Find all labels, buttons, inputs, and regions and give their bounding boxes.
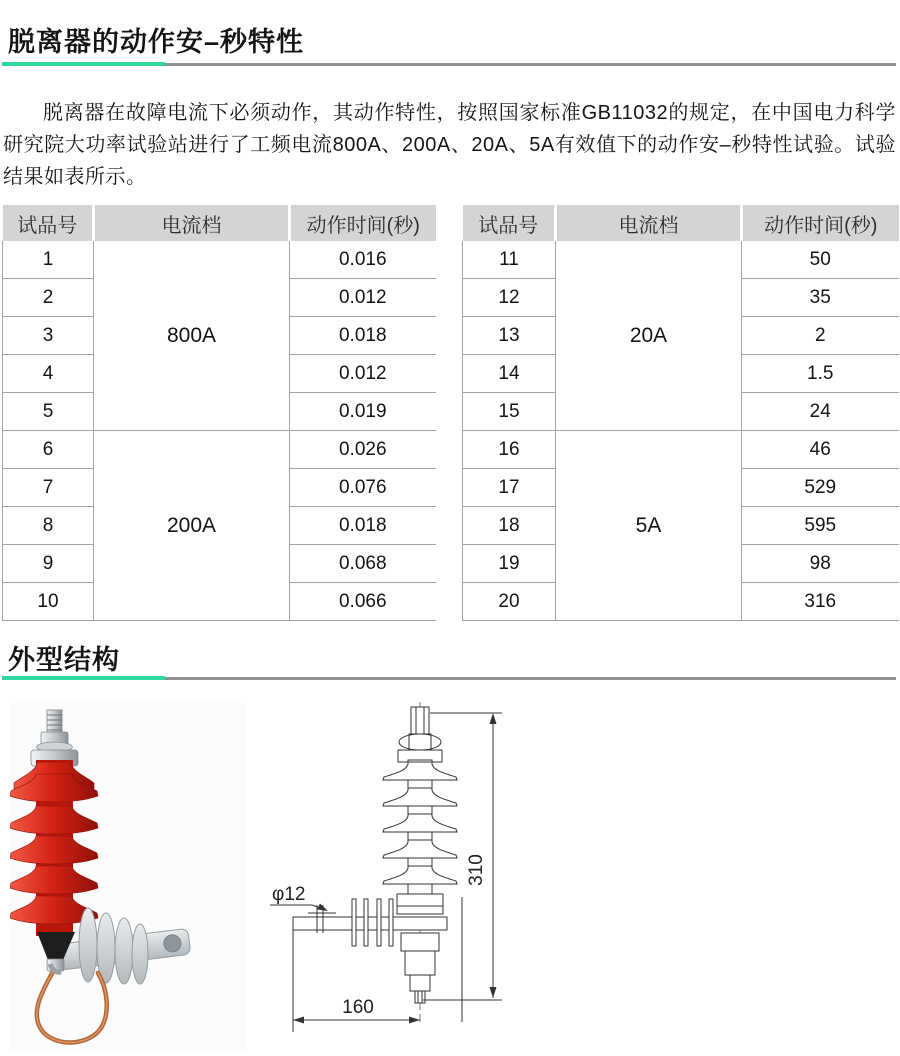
table-row: [463, 241, 899, 279]
action-time-cell: 46: [742, 431, 899, 469]
sample-number-cell: 12: [463, 279, 556, 317]
action-time-cell: 2: [742, 317, 899, 355]
sample-number-cell: 5: [3, 393, 94, 431]
section-rule: [2, 62, 896, 66]
test-results-table-left: [2, 205, 436, 621]
rule-green-segment: [2, 62, 165, 66]
sample-number-cell: 19: [463, 545, 556, 583]
sample-number-cell: 9: [3, 545, 94, 583]
intro-paragraph: 脱离器在故障电流下必须动作，其动作特性，按照国家标准GB11032的规定，在中国电力科学研究院大功率试验站进行了工频电流800A、200A、20A、5A有效值下的动作安–秒特性试验。试验结果如表所示。: [3, 102, 896, 188]
sample-number-cell: 7: [3, 469, 94, 507]
current-level-cell: 20A: [556, 241, 742, 431]
hole-dimension-label: φ12: [272, 884, 306, 905]
action-time-cell: 0.026: [290, 431, 436, 469]
section-rule: [2, 676, 896, 680]
height-dimension-label: 310: [466, 854, 487, 886]
test-results-table-right: [462, 205, 899, 621]
action-time-cell: 0.018: [290, 507, 436, 545]
rule-gray-segment: [165, 63, 896, 66]
width-dimension-label: 160: [342, 997, 374, 1018]
section-title-structure: 外型结构: [8, 645, 120, 675]
action-time-cell: 0.068: [290, 545, 436, 583]
sample-number-cell: 1: [3, 241, 94, 279]
action-time-cell: 98: [742, 545, 899, 583]
sample-number-cell: 20: [463, 583, 556, 621]
table-row: [463, 431, 899, 469]
action-time-cell: 316: [742, 583, 899, 621]
sample-number-cell: 17: [463, 469, 556, 507]
table-header: [3, 205, 436, 241]
dimension-hole: [270, 884, 328, 911]
dimension-drawing: [270, 700, 520, 1040]
sample-number-cell: 2: [3, 279, 94, 317]
sample-number-cell: 10: [3, 583, 94, 621]
sample-number-cell: 3: [3, 317, 94, 355]
column-header: 试品号: [3, 205, 94, 241]
sample-number-cell: 18: [463, 507, 556, 545]
action-time-cell: 24: [742, 393, 899, 431]
action-time-cell: 595: [742, 507, 899, 545]
current-level-cell: 800A: [94, 241, 290, 431]
action-time-cell: 0.016: [338, 248, 387, 270]
rule-gray-segment: [165, 677, 896, 680]
action-time-cell: 50: [809, 248, 831, 270]
column-header: 电流档: [94, 205, 290, 241]
action-time-cell: 0.012: [290, 279, 436, 317]
sample-number-cell: 15: [463, 393, 556, 431]
rule-green-segment: [2, 676, 165, 680]
drawn-arrester-body: [383, 707, 457, 914]
action-time-cell: 0.018: [290, 317, 436, 355]
current-level-cell: 5A: [556, 431, 742, 621]
action-time-cell: 0.066: [290, 583, 436, 621]
sample-number-cell: 13: [463, 317, 556, 355]
sample-number-cell: 6: [3, 431, 94, 469]
section-title-characteristics: 脱离器的动作安–秒特性: [8, 27, 305, 57]
table-row: [3, 431, 436, 469]
current-level-cell: 200A: [94, 431, 290, 621]
action-time-cell: 35: [742, 279, 899, 317]
column-header: 试品号: [463, 205, 556, 241]
sample-number-cell: 8: [3, 507, 94, 545]
action-time-cell: 0.076: [290, 469, 436, 507]
action-time-cell: 0.019: [290, 393, 436, 431]
action-time-cell: 1.5: [742, 355, 899, 393]
action-time-cell: 0.012: [290, 355, 436, 393]
table-header: [463, 205, 899, 241]
table-row: [3, 241, 436, 279]
sample-number-cell: 11: [463, 241, 556, 279]
drawn-lower-assembly: [401, 933, 439, 1003]
sample-number-cell: 14: [463, 355, 556, 393]
column-header: 动作时间(秒): [290, 205, 436, 241]
action-time-cell: 529: [742, 469, 899, 507]
column-header: 动作时间(秒): [742, 205, 899, 241]
column-header: 电流档: [556, 205, 742, 241]
arrester-photo: [10, 702, 246, 1052]
sample-number-cell: 4: [3, 355, 94, 393]
sample-number-cell: 16: [463, 431, 556, 469]
